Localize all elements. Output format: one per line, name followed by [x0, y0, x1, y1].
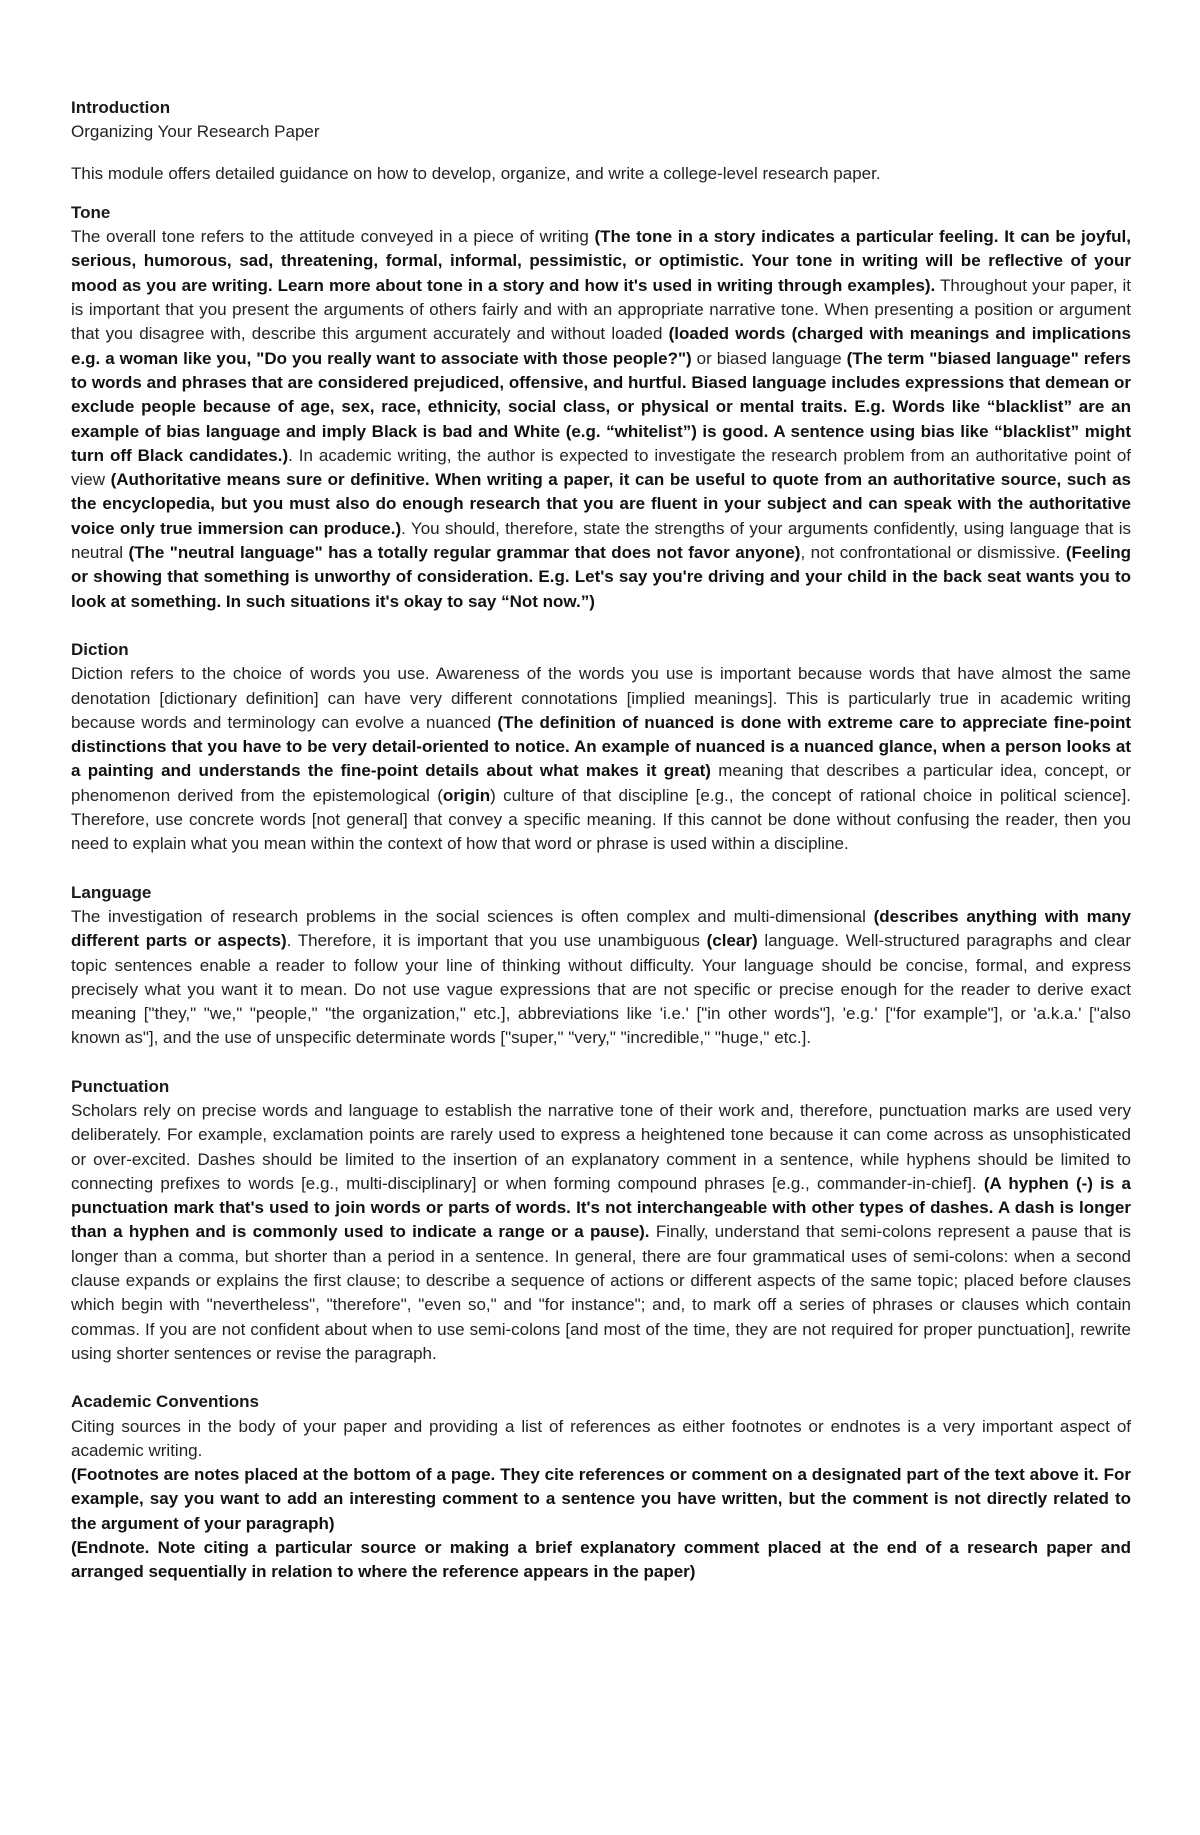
tone-section — [71, 201, 1131, 614]
module-description: This module offers detailed guidance on how to develop, organize, and write a college-level research paper. — [71, 163, 881, 183]
tone-paragraph — [71, 225, 1131, 614]
tone-text-4: . In academic writing, the author is expected to investigate the research problem from an authoritative point of view — [71, 445, 1131, 490]
language-section — [71, 881, 1131, 1051]
tone-bold-4: (Authoritative means sure or definitive. When writing a paper, it can be useful to quote from an authoritative source, such as the encyclopedia, but you must also do enough research that you are fluent in your subject and can speak with the authoritative voice only true immersion can produce.) — [71, 470, 1131, 538]
document-subtitle: Organizing Your Research Paper — [71, 122, 320, 142]
academic-conventions-section — [71, 1390, 1131, 1584]
diction-section — [71, 638, 1131, 857]
language-text-1: The investigation of research problems in the social sciences is often complex and multi-dimensional — [71, 906, 874, 926]
tone-heading: Tone — [71, 202, 111, 222]
footnotes-definition — [71, 1463, 1131, 1536]
diction-text-1: Diction refers to the choice of words you use. Awareness of the words you use is important because words that have almost the same denotation [dictionary definition] can have very different connotations [implied meanings]. This is particularly true in academic writing because words and terminology can evolve a nuanced — [71, 664, 1131, 732]
tone-text-2: Throughout your paper, it is important that you present the arguments of others fairly and with an appropriate narrative tone. When presenting a position or argument that you disagree with, describe this argument accurately and without loaded — [71, 275, 1131, 344]
diction-heading: Diction — [71, 639, 129, 659]
tone-text-1: The overall tone refers to the attitude conveyed in a piece of writing — [71, 227, 595, 247]
punctuation-text-2: Finally, understand that semi-colons represent a pause that is longer than a comma, but shorter than a period in a sentence. In general, there are four grammatical uses of semi-colons: when a second clause expands or explains the first clause; to describe a sequence of actions or different aspects of the same topic; placed before clauses which begin with "nevertheless", "therefore", "even so," and "for instance"; and, to mark off a series of phrases or clauses which contain commas. If you are not confident about when to use semi-colons [and most of the time, they are not required for proper punctuation], rewrite using shorter sentences or revise the paragraph. — [71, 1222, 1131, 1363]
endnote-definition — [71, 1536, 1131, 1585]
language-text-2: . Therefore, it is important that you use unambiguous — [286, 931, 707, 951]
diction-paragraph — [71, 662, 1131, 856]
language-paragraph — [71, 905, 1131, 1051]
introduction-heading: Introduction — [71, 98, 171, 117]
tone-bold-5: (The "neutral language" has a totally regular grammar that does not favor anyone) — [128, 543, 801, 563]
tone-text-5: . You should, therefore, state the strengths of your arguments confidently, using language that is neutral — [71, 518, 1131, 563]
punctuation-section — [71, 1075, 1131, 1367]
tone-bold-6: (Feeling or showing that something is unworthy of consideration. E.g. Let's say you're driving and your child in the back seat wants you to look at something. In such situations it's okay to say “Not now.”) — [71, 543, 1132, 611]
language-text-3: language. Well-structured paragraphs and clear topic sentences enable a reader to follow your line of thinking without difficulty. Your language should be concise, formal, and express precisely what you want it to mean. Do not use vague expressions that are not specific or precise enough for the reader to derive exact meaning ["they," "we," "people," "the organization," etc.], abbreviations like 'i.e.' ["in other words"], 'e.g.' ["for example"], or 'a.k.a.' ["also known as"], and the use of unspecific determinate words ["super," "very," "incredible," "huge," etc.]. — [71, 931, 1131, 1048]
diction-text-2: meaning that describes a particular idea, concept, or phenomenon derived from the epistemological ( — [71, 761, 1131, 805]
punctuation-heading: Punctuation — [71, 1076, 170, 1096]
tone-text-6: , not confrontational or dismissive. — [800, 543, 1066, 563]
academic-conventions-paragraph: Citing sources in the body of your paper and providing a list of references as either footnotes or endnotes is a very important aspect of academic writing. — [71, 1416, 1131, 1460]
document-page — [71, 96, 1131, 1609]
language-heading: Language — [71, 882, 152, 902]
punctuation-bold-1: (A hyphen (-) is a punctuation mark that's used to join words or parts of words. It's not interchangeable with other types of dashes. A dash is longer than a hyphen and is commonly used to indicate a range or a pause). — [71, 1173, 1131, 1242]
diction-bold-2: origin — [442, 785, 491, 805]
punctuation-paragraph — [71, 1099, 1131, 1366]
tone-bold-2: (loaded words (charged with meanings and implications e.g. a woman like you, "Do you really want to associate with those people?") — [71, 324, 1131, 368]
tone-text-3: or biased language — [691, 348, 847, 368]
academic-conventions-heading: Academic Conventions — [71, 1392, 259, 1412]
tone-bold-3: (The term "biased language" refers to words and phrases that are considered prejudiced, offensive, and hurtful. Biased language includes expressions that demean or exclude people because of age, sex, race, ethnicity, social class, or physical or mental traits. E.g. Words like “blacklist” are an example of bias language and imply Black is bad and White (e.g. “whitelist”) is good. A sentence using bias like “blacklist” might turn off Black candidates.) — [71, 348, 1131, 465]
introduction-section — [71, 96, 1131, 186]
diction-bold-1: (The definition of nuanced is done with extreme care to appreciate fine-point distinctions that you have to be very detail-oriented to notice. An example of nuanced is a nuanced glance, when a person looks at a painting and understands the fine-point details about what makes it great) — [71, 712, 1131, 781]
punctuation-text-1: Scholars rely on precise words and language to establish the narrative tone of their work and, therefore, punctuation marks are used very deliberately. For example, exclamation points are rarely used to express a heightened tone because it can come across as unsophisticated or over-excited. Dashes should be limited to the insertion of an explanatory comment in a sentence, while hyphens should be limited to connecting prefixes to words [e.g., multi-disciplinary] or when forming compound phrases [e.g., commander-in-chief]. — [71, 1100, 1131, 1193]
diction-text-3: ) culture of that discipline [e.g., the concept of rational choice in political science]. Therefore, use concrete words [not general] that convey a specific meaning. If this cannot be done without confusing the reader, then you need to explain what you mean within the context of how that word or phrase is used within a discipline. — [71, 785, 1132, 854]
tone-bold-1: (The tone in a story indicates a particular feeling. It can be joyful, serious, humorous, sad, threatening, formal, informal, pessimistic, or optimistic. Your tone in writing will be reflective of your mood as you are writing. Learn more about tone in a story and how it's used in writing through examples). — [71, 227, 1131, 295]
language-bold-1: (describes anything with many different parts or aspects) — [71, 906, 1131, 951]
endnote-bold: (Endnote. Note citing a particular source or making a brief explanatory comment placed at the end of a research paper and arranged sequentially in relation to where the reference appears in the paper) — [71, 1538, 1131, 1582]
footnotes-bold: (Footnotes are notes placed at the bottom of a page. They cite references or comment on a designated part of the text above it. For example, say you want to add an interesting comment to a sentence you have written, but the comment is not directly related to the argument of your paragraph) — [71, 1465, 1131, 1533]
language-bold-2: (clear) — [706, 931, 758, 951]
